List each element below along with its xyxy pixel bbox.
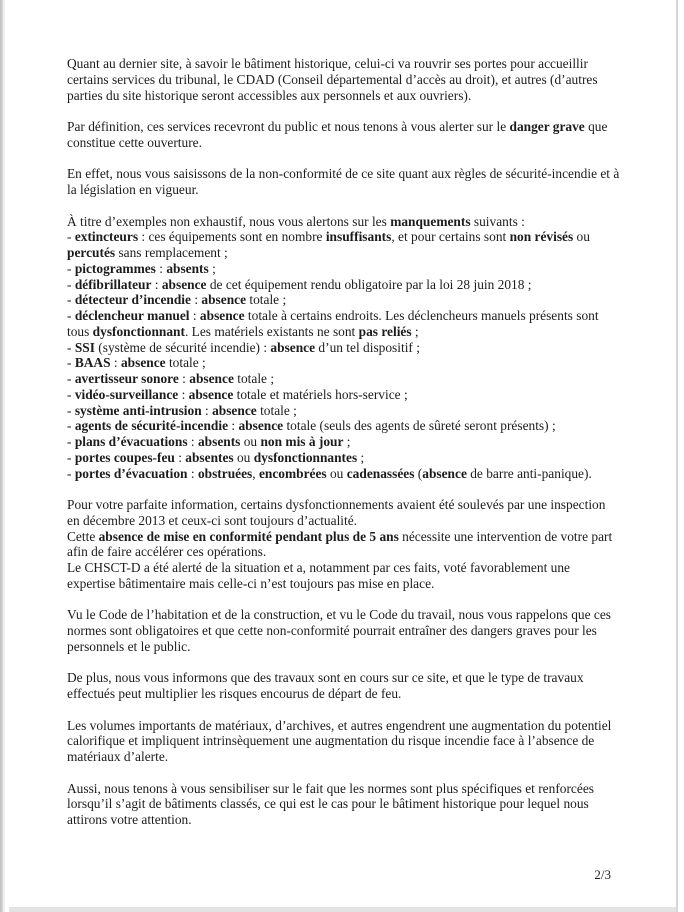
page-bottom-edge — [9, 907, 676, 912]
text-run: ; — [357, 449, 365, 465]
bold-text-run: absents — [166, 260, 209, 276]
paragraph — [67, 56, 621, 103]
list-item — [67, 466, 621, 482]
text-run: ou — [233, 449, 254, 465]
text-run: totale ; — [233, 371, 275, 386]
text-run: suivants : — [470, 213, 525, 229]
text-run: ou — [573, 229, 590, 245]
bold-text-run: absence — [189, 371, 234, 386]
text-run: ou — [326, 465, 347, 481]
text-run: nécessite une intervention de votre part afin de faire accélérer ces opérations. — [67, 528, 613, 560]
bold-text-run: déclencheur manuel — [74, 308, 190, 323]
bold-text-run: absence — [201, 292, 247, 308]
text-run: - — [67, 434, 75, 449]
bold-text-run: système anti-intrusion — [74, 402, 202, 418]
text-run: Pour votre parfaite information, certains dysfonctionnements avaient été soulevés par une inspection en décembre 2013 et ceux-ci sont toujours d’actualité. — [67, 497, 606, 528]
bold-text-run: absence — [212, 402, 257, 418]
bold-text-run: absents — [197, 434, 241, 449]
text-run: - — [67, 465, 75, 481]
text-run: - — [67, 260, 75, 276]
text-run: - — [67, 449, 75, 465]
bold-text-run: percutés — [67, 245, 116, 260]
bold-text-run: non révisés — [509, 229, 574, 245]
text-run: En effet, nous vous saisissons de la non-conformité de ce site quant aux règles de sécurité-incendie et à la législation en vigueur. — [67, 166, 620, 197]
text-run: Les volumes importants de matériaux, d’archives, et autres engendrent une augmentation du potentiel calorifique et impliquent intrinsèquement une augmentation du risque incendie face à l’absence de matériaux d’alerte. — [67, 717, 612, 764]
text-run: totale et matériels hors-service ; — [233, 386, 408, 402]
text-run: : — [187, 434, 198, 449]
text-run: : ces équipements sont en nombre — [138, 229, 326, 245]
page-number: 2/3 — [594, 867, 611, 882]
bold-text-run: portes coupes-feu — [74, 449, 175, 465]
paragraph — [67, 497, 621, 529]
bold-text-run: encombrées — [258, 465, 327, 481]
bold-text-run: absence — [422, 465, 467, 481]
bold-text-run: extincteurs — [74, 229, 139, 245]
text-run: Quant au dernier site, à savoir le bâtiment historique, celui-ci va rouvrir ses portes pour accueillir certains services du tribunal, le CDAD (Conseil départemental d’accès au droit), et autres (d’autres parties du site historique seront accessibles aux personnels et aux ouvriers). — [67, 56, 598, 103]
paragraph — [67, 166, 621, 198]
list-item — [67, 371, 621, 387]
text-run: - — [67, 402, 75, 418]
text-run: ( — [414, 465, 423, 481]
bold-text-run: manquements — [390, 213, 471, 229]
text-run: de barre anti-panique). — [466, 465, 592, 481]
bold-text-run: dysfonctionnant — [92, 323, 185, 339]
paragraph — [67, 214, 621, 230]
bold-text-run: portes d’évacuation — [74, 465, 188, 481]
bold-text-run: absence — [199, 308, 245, 323]
text-run: Aussi, nous tenons à vous sensibiliser sur le fait que les normes sont plus spécifiques et renforcées lorsqu’il s’agit de bâtiments classés, ce qui est le cas pour le bâtiment historique pour lequel nous attirons votre attention. — [67, 780, 594, 827]
text-run: : — [155, 260, 167, 276]
text-run: ; — [343, 434, 351, 449]
text-run: : — [190, 292, 202, 308]
list-item — [67, 403, 621, 419]
text-run: totale (seuls des agents de sûreté seront présents) ; — [283, 418, 556, 434]
list-item — [67, 387, 621, 403]
text-run: ou — [240, 434, 261, 449]
bold-text-run: absence de mise en conformité pendant plus de 5 ans — [98, 528, 399, 544]
page-left-edge — [0, 0, 5, 912]
text-run: - — [67, 371, 75, 386]
bold-text-run: plans d’évacuations — [74, 434, 188, 449]
bold-text-run: vidéo-surveillance — [74, 386, 179, 402]
page-right-edge — [676, 0, 678, 912]
bold-text-run: absence — [161, 276, 207, 292]
bold-text-run: défibrillateur — [74, 276, 152, 292]
bold-text-run: BAAS — [74, 355, 111, 371]
text-run: ; — [411, 323, 419, 339]
text-run: : — [187, 465, 198, 481]
paragraph — [67, 560, 621, 592]
text-run: : — [110, 355, 121, 371]
text-run: : — [189, 308, 200, 323]
text-run: totale à certains endroits. Les déclencheurs manuels présents sont tous — [67, 308, 599, 339]
list-item — [67, 355, 621, 371]
text-run: Par définition, ces services recevront du public et nous tenons à vous alerter sur le — [67, 119, 510, 134]
bold-text-run: absence — [120, 355, 166, 371]
text-run: : — [174, 449, 186, 465]
list-item — [67, 340, 621, 356]
bold-text-run: détecteur d’incendie — [74, 292, 191, 308]
paragraph — [67, 781, 621, 828]
text-run: - — [67, 418, 75, 434]
text-run: : — [228, 418, 239, 434]
bold-text-run: obstruées — [197, 465, 253, 481]
bold-text-run: agents de sécurité-incendie — [74, 418, 229, 434]
text-run: - — [67, 339, 75, 355]
bold-text-run: danger grave — [509, 119, 585, 134]
text-run: - — [67, 308, 75, 323]
paragraph — [67, 670, 621, 702]
list-item — [67, 434, 621, 450]
text-run: - — [67, 386, 75, 402]
text-run: d’un tel dispositif ; — [315, 339, 420, 355]
bold-text-run: avertisseur sonore — [74, 371, 179, 386]
text-run: - — [67, 229, 75, 245]
bold-text-run: non mis à jour — [260, 434, 344, 449]
text-run: - — [67, 276, 75, 292]
list-item — [67, 292, 621, 308]
bold-text-run: dysfonctionnantes — [253, 449, 358, 465]
text-run: totale ; — [246, 292, 287, 308]
list-item — [67, 261, 621, 277]
paragraph — [67, 119, 621, 151]
text-run: - — [67, 355, 75, 371]
bold-text-run: absence — [238, 418, 284, 434]
list-item — [67, 308, 621, 340]
bold-text-run: SSI — [74, 339, 95, 355]
text-run: , — [252, 465, 259, 481]
bold-text-run: pas reliés — [358, 323, 412, 339]
text-run: , et pour certains sont — [391, 229, 510, 245]
text-run: de cet équipement rendu obligatoire par la loi 28 juin 2018 ; — [206, 276, 532, 292]
text-run: À titre d’exemples non exhaustif, nous vous alertons sur les — [67, 213, 391, 229]
text-run: totale ; — [165, 355, 206, 371]
text-run: - — [67, 292, 75, 308]
letter-body — [67, 56, 621, 828]
text-run: : — [201, 402, 213, 418]
text-run: Vu le Code de l’habitation et de la construction, et vu le Code du travail, nous vous rappelons que ces normes sont obligatoires et que cette non-conformité pourrait entraîner des dangers graves pour les personnels et le public. — [67, 607, 611, 654]
bold-text-run: absentes — [185, 449, 234, 465]
text-run: . Les matériels existants ne sont — [184, 323, 359, 339]
list-item — [67, 277, 621, 293]
paragraph — [67, 529, 621, 561]
paragraph — [67, 718, 621, 765]
text-run: (système de sécurité incendie) : — [94, 339, 271, 355]
list-item — [67, 229, 621, 261]
text-run: : — [178, 371, 190, 386]
bold-text-run: insuffisants — [325, 229, 392, 245]
list-item — [67, 450, 621, 466]
text-run: que constitue cette ouverture. — [67, 119, 608, 150]
bold-text-run: absence — [270, 339, 316, 355]
text-run: : — [178, 386, 189, 402]
text-run: Le CHSCT-D a été alerté de la situation et a, notamment par ces faits, voté favorablement une expertise bâtimentaire mais celle-ci n’est toujours pas mise en place. — [67, 560, 570, 591]
text-run: sans remplacement ; — [115, 245, 228, 260]
bold-text-run: pictogrammes — [74, 260, 156, 276]
text-run: Cette — [67, 528, 99, 544]
text-run: ; — [208, 260, 216, 276]
bold-text-run: absence — [188, 386, 234, 402]
text-run: totale ; — [256, 402, 297, 418]
list-item — [67, 418, 621, 434]
bold-text-run: cadenassées — [346, 465, 415, 481]
text-run: : — [151, 276, 162, 292]
paragraph — [67, 607, 621, 654]
text-run: De plus, nous vous informons que des travaux sont en cours sur ce site, et que le type de travaux effectués peut multiplier les risques encourus de départ de feu. — [67, 670, 584, 701]
